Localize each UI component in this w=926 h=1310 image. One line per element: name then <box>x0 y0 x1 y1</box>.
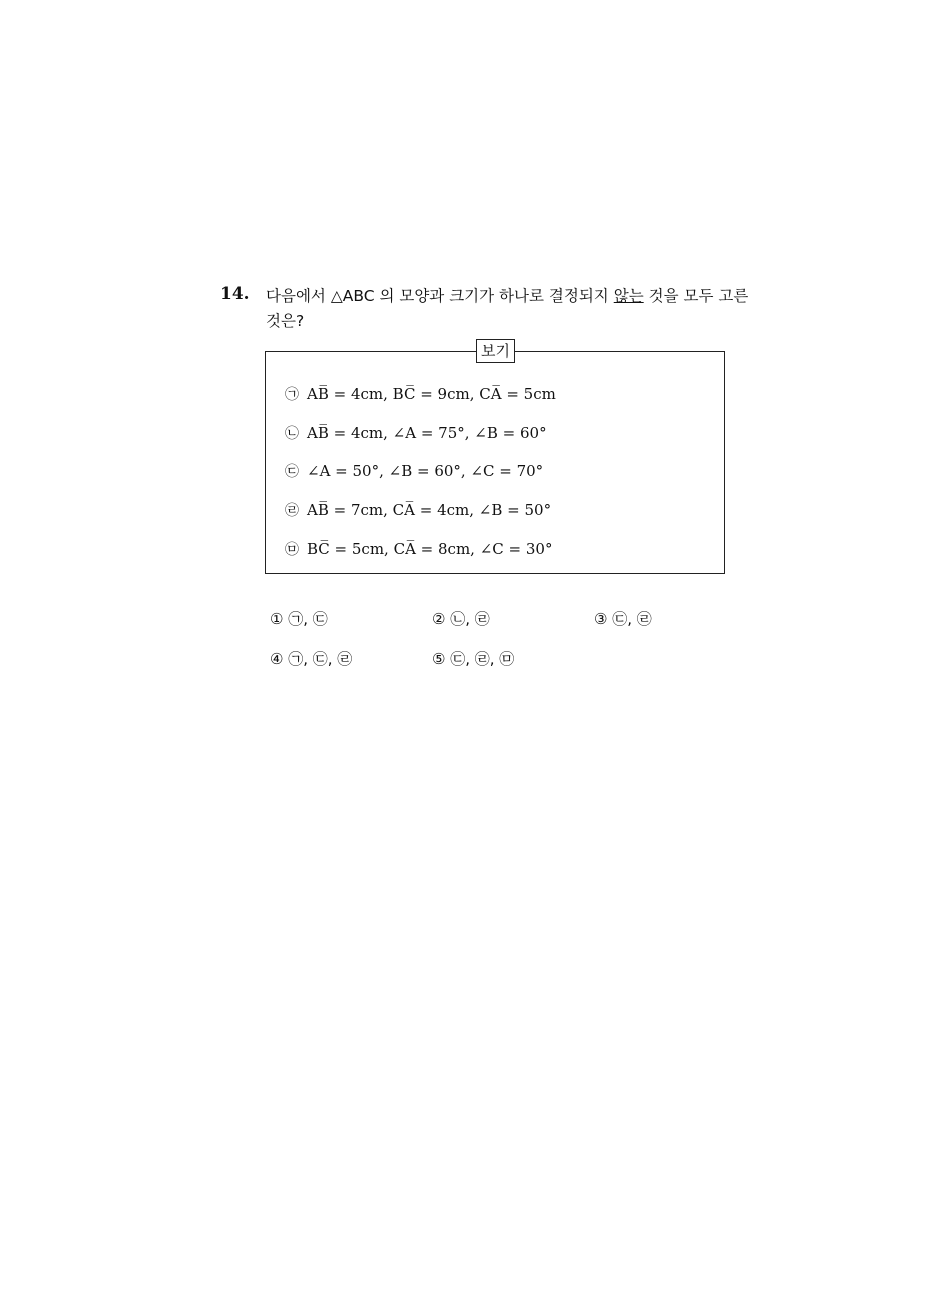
item-text: AB̅ = 4cm, BC̅ = 9cm, CA̅ = 5cm <box>307 385 556 403</box>
item-text: ∠A = 50°, ∠B = 60°, ∠C = 70° <box>307 462 544 480</box>
item-text: AB̅ = 4cm, ∠A = 75°, ∠B = 60° <box>307 424 547 442</box>
item-text: BC̅ = 5cm, CA̅ = 8cm, ∠C = 30° <box>307 540 553 558</box>
bogi-item-3 <box>285 461 543 481</box>
item-text: AB̅ = 7cm, CA̅ = 4cm, ∠B = 50° <box>307 501 552 519</box>
item-mark: ㉡ <box>285 426 299 442</box>
choice-2[interactable]: ② ㉡, ㉣ <box>432 610 490 628</box>
item-mark: ㉢ <box>285 464 299 480</box>
problem-number: 14. <box>220 284 250 304</box>
question-part-1: 다음에서 △ABC 의 모양과 크기가 하나로 결정되지 <box>266 287 614 305</box>
bogi-title: 보기 <box>476 339 515 363</box>
item-mark: ㉣ <box>285 503 299 519</box>
choice-3[interactable]: ③ ㉢, ㉣ <box>594 610 652 628</box>
bogi-item-5 <box>285 539 552 559</box>
item-mark: ㉠ <box>285 387 299 403</box>
bogi-item-2 <box>285 423 547 443</box>
choice-5[interactable]: ⑤ ㉢, ㉣, ㉤ <box>432 650 515 668</box>
bogi-item-1 <box>285 384 556 404</box>
item-mark: ㉤ <box>285 542 299 558</box>
choice-1[interactable]: ① ㉠, ㉢ <box>270 610 328 628</box>
question-part-2: 것을 모두 고른 것은? <box>266 287 749 330</box>
bogi-item-4 <box>285 500 551 520</box>
question-text <box>266 284 766 334</box>
choice-4[interactable]: ④ ㉠, ㉢, ㉣ <box>270 650 353 668</box>
question-underlined: 않는 <box>613 287 644 305</box>
